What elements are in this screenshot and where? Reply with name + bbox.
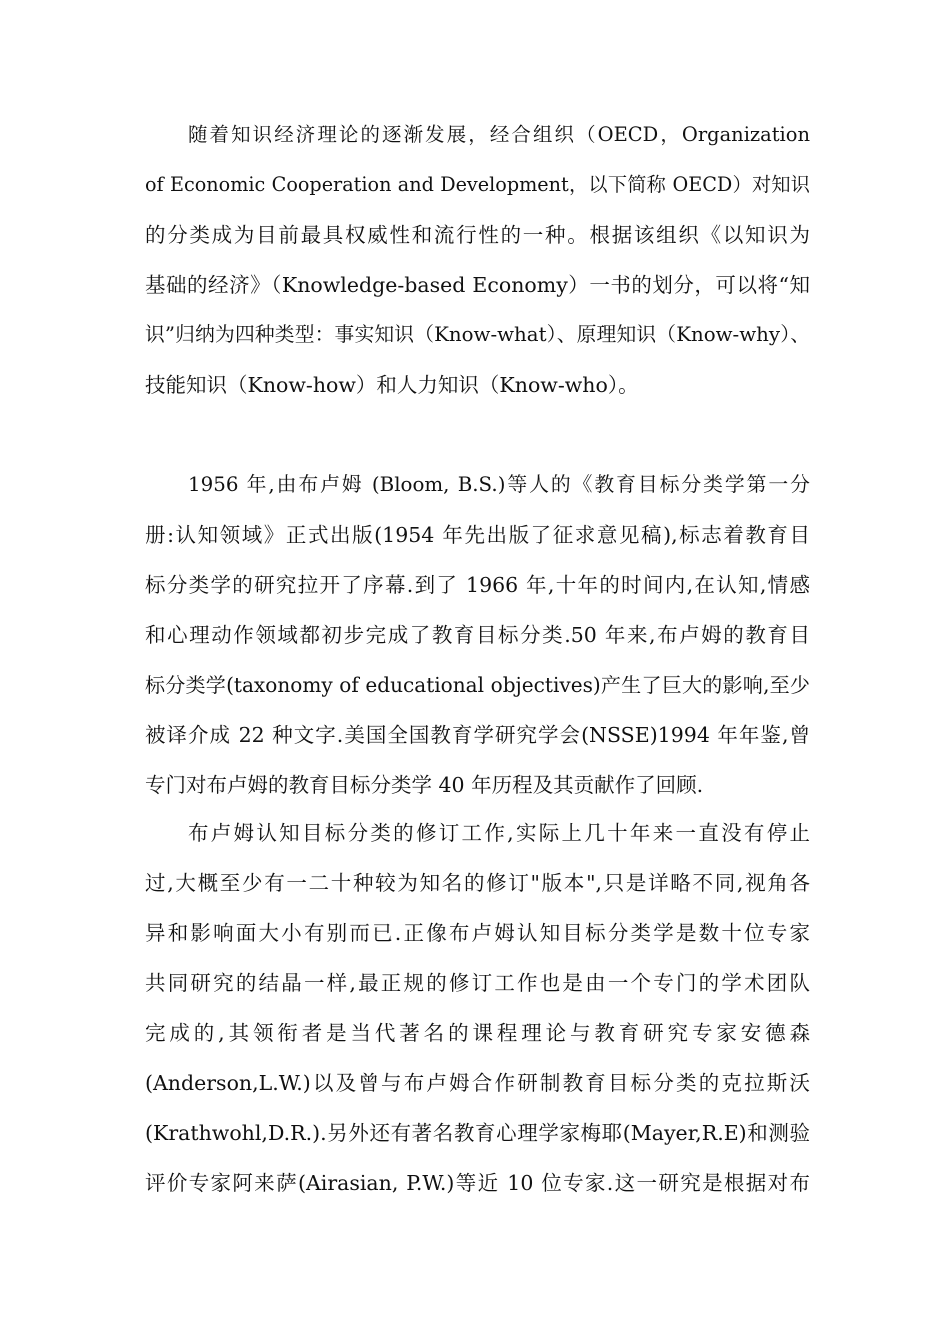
paragraph-line: 共同研究的结晶一样,最正规的修订工作也是由一个专门的学术团队: [145, 971, 810, 995]
paragraph-line: 异和影响面大小有别而已.正像布卢姆认知目标分类学是数十位专家: [145, 921, 810, 945]
paragraph-line: of Economic Cooperation and Development，以下简称 OECD）对知识: [145, 173, 810, 196]
paragraph-line: 完成的,其领衔者是当代著名的课程理论与教育研究专家安德森: [145, 1021, 810, 1045]
paragraph-line: 1956 年,由布卢姆 (Bloom, B.S.)等人的《教育目标分类学第一分: [188, 473, 810, 496]
paragraph-line: 标分类学的研究拉开了序幕.到了 1966 年,十年的时间内,在认知,情感: [145, 573, 810, 597]
paragraph-line: 评价专家阿来萨(Airasian, P.W.)等近 10 位专家.这一研究是根据对布: [145, 1171, 810, 1195]
paragraph-line: 布卢姆认知目标分类的修订工作,实际上几十年来一直没有停止: [188, 821, 810, 845]
paragraph-line: 基础的经济》（Knowledge-based Economy）一书的划分，可以将“知: [145, 273, 810, 297]
paragraph-line: 随着知识经济理论的逐渐发展，经合组织（OECD，Organization: [188, 123, 810, 146]
paragraph-line: 被译介成 22 种文字.美国全国教育学研究学会(NSSE)1994 年年鉴,曾: [145, 723, 810, 747]
paragraph-line: 和心理动作领域都初步完成了教育目标分类.50 年来,布卢姆的教育目: [145, 623, 810, 647]
paragraph-line: (Krathwohl,D.R.).另外还有著名教育心理学家梅耶(Mayer,R.E)和测验: [145, 1121, 810, 1145]
paragraph-line: 册:认知领域》正式出版(1954 年先出版了征求意见稿),标志着教育目: [145, 523, 810, 547]
paragraph-line: 专门对布卢姆的教育目标分类学 40 年历程及其贡献作了回顾.: [145, 773, 704, 797]
paragraph-line: 识”归纳为四种类型：事实知识（Know-what）、原理知识（Know-why）、: [145, 323, 810, 346]
paragraph-line: (Anderson,L.W.)以及曾与布卢姆合作研制教育目标分类的克拉斯沃: [145, 1071, 810, 1095]
paragraph-line: 的分类成为目前最具权威性和流行性的一种。根据该组织《以知识为: [145, 223, 810, 247]
paragraph-line: 技能知识（Know-how）和人力知识（Know-who）。: [145, 373, 639, 397]
paragraph-line: 过,大概至少有一二十种较为知名的修订"版本",只是详略不同,视角各: [145, 871, 810, 895]
paragraph-line: 标分类学(taxonomy of educational objectives)产生了巨大的影响,至少: [145, 673, 810, 697]
